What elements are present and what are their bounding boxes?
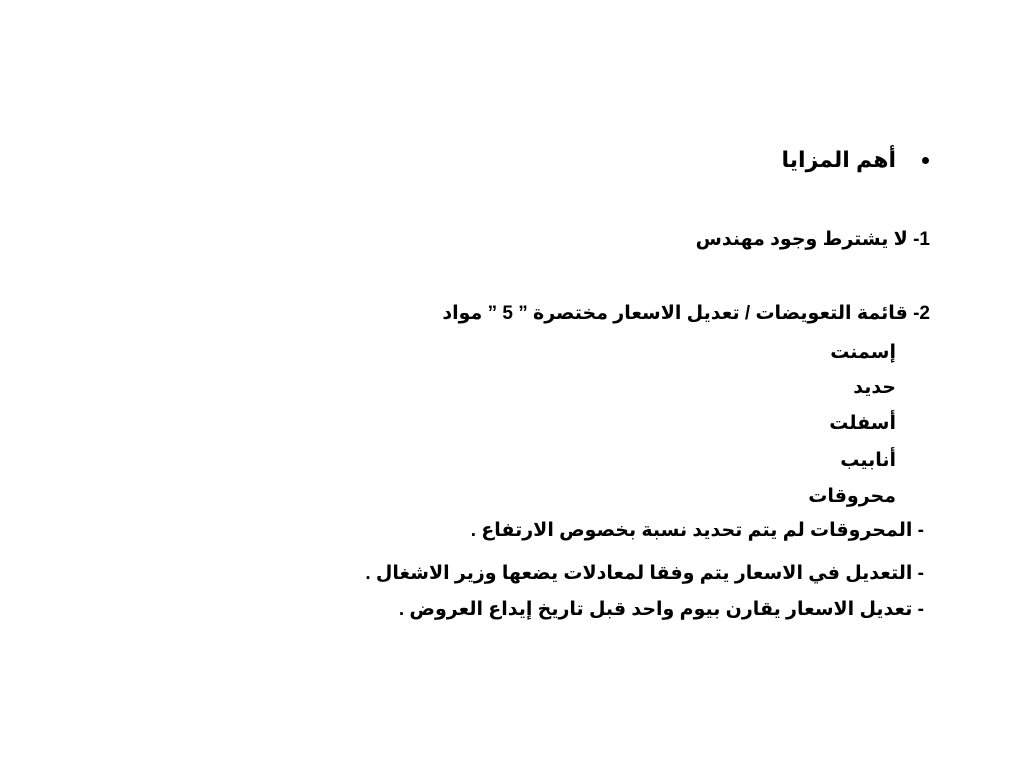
material-item: أسفلت [829,413,896,434]
note-item: - تعديل الاسعار يقارن بيوم واحد قبل تاريخ إيداع العروض . [398,599,924,620]
list-item-1: 1- لا يشترط وجود مهندس [695,229,930,250]
material-item: أنابيب [840,450,896,471]
material-item: حديد [853,377,896,398]
material-item: إسمنت [830,342,896,363]
heading-text: أهم المزايا [781,147,896,172]
material-item: محروقات [808,486,896,507]
bullet-icon [922,157,929,164]
note-item: - المحروقات لم يتم تحديد نسبة بخصوص الارتفاع . [470,520,924,541]
list-item-2: 2- قائمة التعويضات / تعديل الاسعار مختصرة ” 5 ” مواد [442,303,930,324]
heading [782,146,929,174]
note-item: - التعديل في الاسعار يتم وفقا لمعادلات يضعها وزير الاشغال . [365,563,924,584]
